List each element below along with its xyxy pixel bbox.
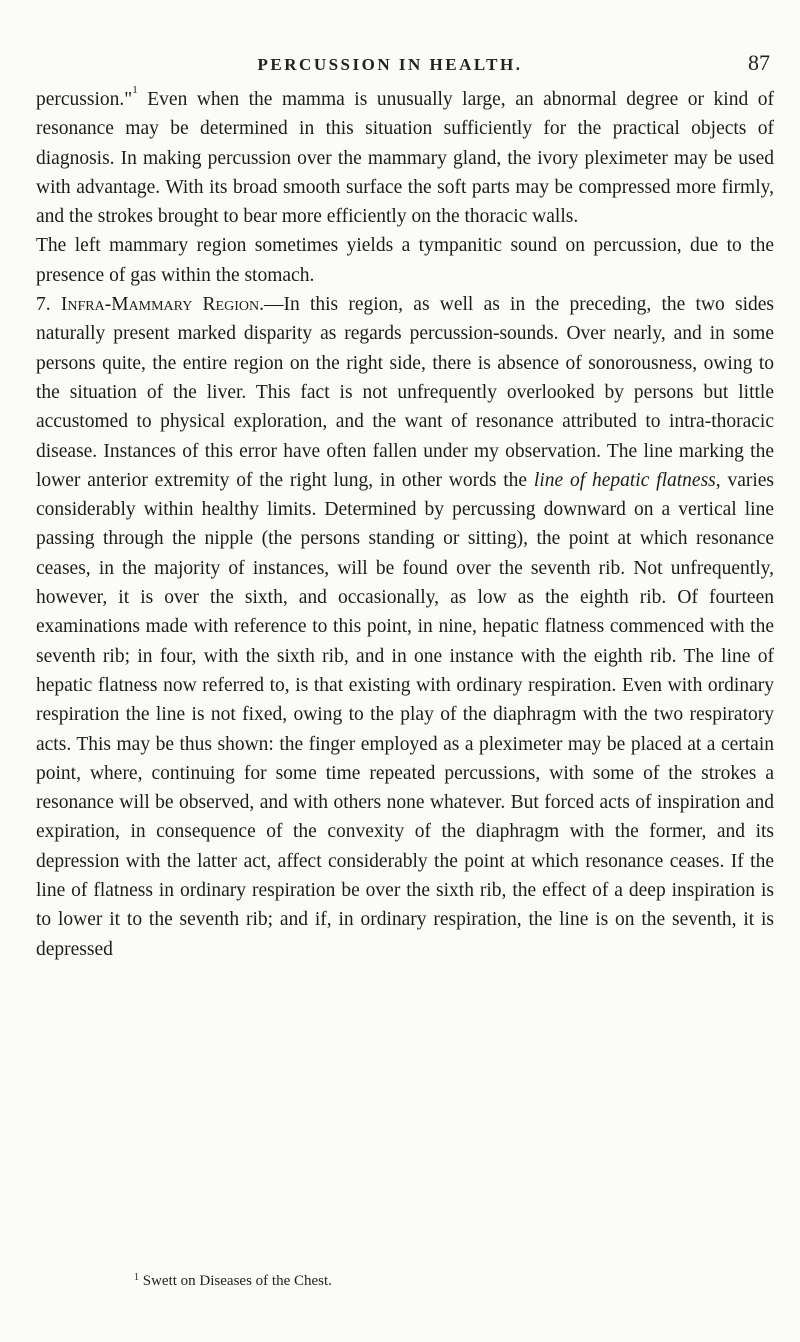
footnote [134, 1273, 332, 1290]
section-number: 7. [36, 294, 61, 316]
footnote-text: Swett on Diseases of the Chest. [139, 1273, 332, 1289]
paragraph-3-text-a: —In this region, as well as in the preceding, the two sides naturally present marked disparity as regards percussion-sounds. Over nearly, and in some persons quite, the entire region on the right side, there is absence of sonorousness, owing to the situation of the liver. This fact is not unfrequently overlooked by persons but little accustomed to physical exploration, and the want of resonance attributed to intra-thoracic disease. Instances of this error have often fallen under my observation. The line marking the lower anterior extremity of the right lung, in other words the [36, 294, 775, 491]
paragraph-1-lead: percussion." [36, 89, 133, 110]
paragraph-3 [36, 290, 774, 964]
paragraph-3-text-b: , varies considerably within healthy limits. Determined by percussing downward on a vertical line passing through the nipple (the persons standing or sitting), the point at which resonance ceases, in the majority of instances, will be found over the seventh rib. Not unfrequently, however, it is over the sixth, and occasionally, as low as the eighth rib. Of fourteen examinations made with reference to this point, in nine, hepatic flatness commenced with the seventh rib; in four, with the sixth rib, and in one instance with the eighth rib. The line of hepatic flatness now referred to, is that existing with ordinary respiration. Even with ordinary respiration the line is not fixed, owing to the play of the diaphragm with the two respiratory acts. This may be thus shown: the finger employed as a pleximeter may be placed at a certain point, where, continuing for some time repeated percussions, with some of the strokes a resonance will be observed, and with others none whatever. But forced acts of inspiration and expiration, in consequence of the convexity of the diaphragm with the former, and its depression with the latter act, affect considerably the point at which resonance ceases. If the line of flatness in ordinary respiration be over the sixth rib, the effect of a deep inspiration is to lower it to the seventh rib; and if, in ordinary respiration, the line is on the seventh, it is depressed [36, 469, 775, 960]
page-number: 87 [748, 50, 770, 75]
emphasized-term: line of hepatic flatness [533, 469, 716, 491]
paragraph-1 [36, 85, 774, 231]
running-head: PERCUSSION IN HEALTH. [257, 55, 523, 74]
paragraph-2: The left mammary region sometimes yields a tympanitic sound on percussion, due to the presence of gas within the stomach. [36, 235, 774, 286]
footnote-marker: 1 [134, 1272, 139, 1283]
section-heading: Infra-Mammary Region. [60, 294, 264, 316]
footnote-reference: 1 [132, 84, 138, 96]
body-text [36, 85, 774, 964]
paragraph-1-text: Even when the mamma is unusually large, an abnormal degree or kind of resonance may be determined in this situation sufficiently for the practical objects of diagnosis. In making percussion over the mammary gland, the ivory pleximeter may be used with advantage. With its broad smooth surface the soft parts may be compressed more firmly, and the strokes brought to bear more efficiently on the thoracic walls. [36, 89, 774, 228]
